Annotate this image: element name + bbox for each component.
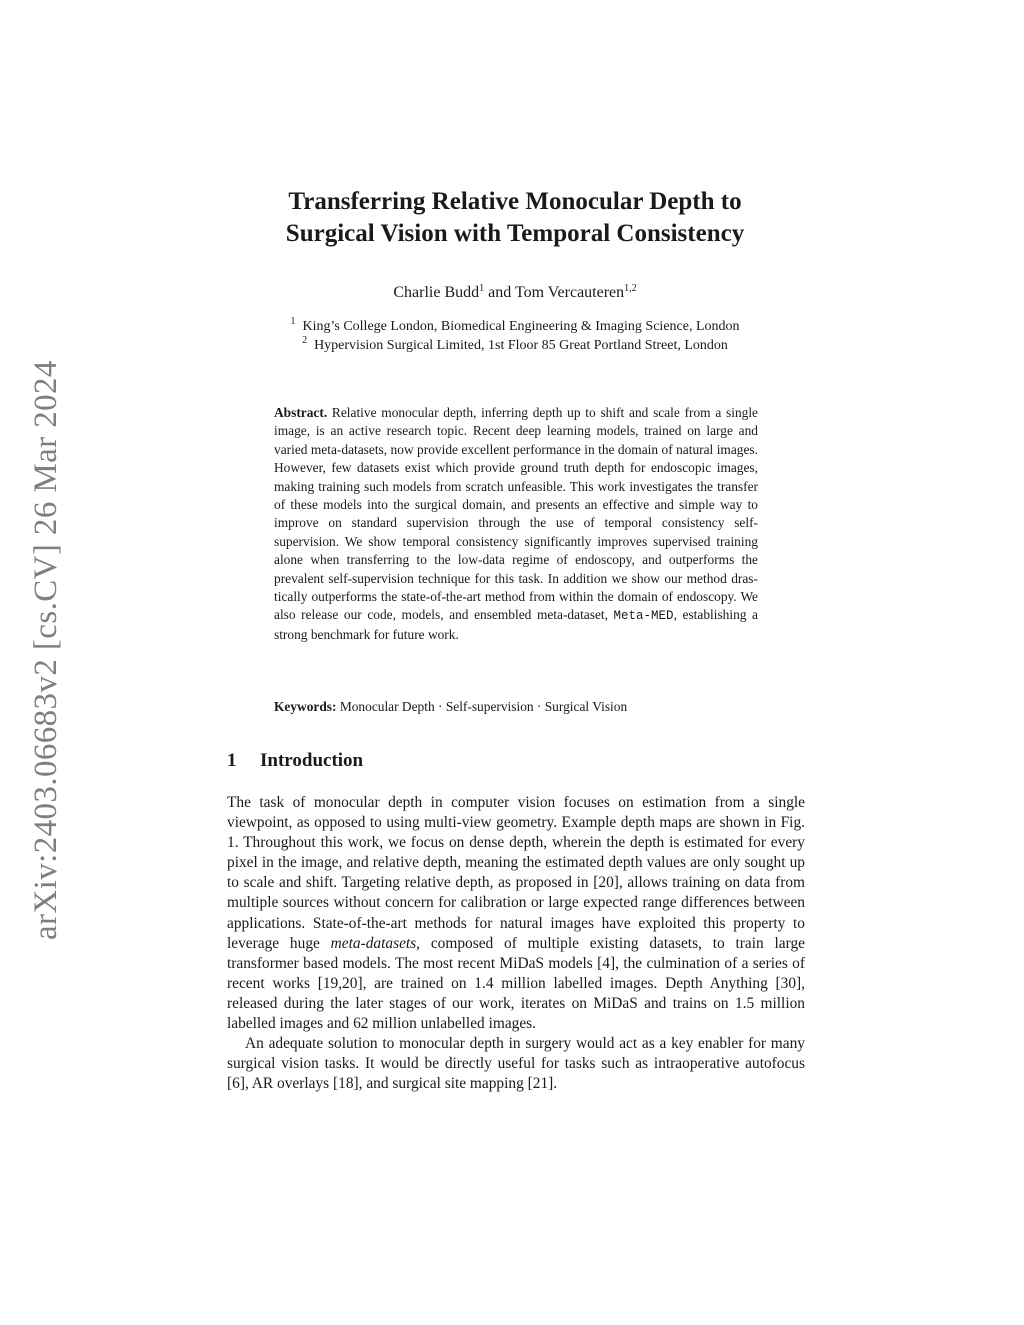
affiliation-marker: 2 xyxy=(302,335,308,346)
paper-title xyxy=(180,186,850,250)
keywords-label: Keywords: xyxy=(274,699,337,714)
abstract xyxy=(274,404,758,644)
dataset-name: Meta-MED xyxy=(613,609,674,624)
paragraph-text: , composed of multiple existing datasets, to train large transformer based models. The most recent MiDaS models [4], the culmination of a series of recent works [19,20], are trained on 1.4 million labelled images. Depth Anything [30], released during the later stages of our work, iterates on MiDaS and trains on 1.5 million labelled images and 62 million unlabelled images. xyxy=(227,934,806,1033)
paragraph: An adequate solution to monocular depth in surgery would act as a key enabler for many surgical vision tasks. It would be directly useful for tasks such as intraoperative autofocus [6], AR overlays [18], and surgical site mapping [21]. xyxy=(227,1035,805,1093)
title-line-1: Transferring Relative Monocular Depth to xyxy=(288,188,742,215)
affiliation-text: King’s College London, Biomedical Engineering & Imaging Science, London xyxy=(302,319,740,334)
affiliation-text: Hypervision Surgical Limited, 1st Floor 85 Great Portland Street, London xyxy=(314,338,728,353)
author-list xyxy=(180,284,850,302)
affiliation-marker: 1 xyxy=(290,316,296,327)
abstract-label: Abstract. xyxy=(274,405,328,420)
affiliation xyxy=(180,316,850,335)
introduction-body xyxy=(227,793,805,1094)
arxiv-identifier: arXiv:2403.06683v2 [cs.CV] 26 Mar 2024 xyxy=(28,360,64,940)
paragraph-text: The task of monocular depth in computer vision focuses on estimation from a single viewpoint, as opposed to using multi-view geometry. Example depth maps are shown in Fig. 1. Throughout this work, we focus on dense depth, wherein the depth is estimated for every pixel in the image, and relative depth, meaning the estimated depth values are only sought up to scale and shift. Targeting relative depth, as proposed in [20], allows training on data from multiple sources without concern for calibration or large expected range differences between applications. State-of-the-art methods for natural images have exploited this property to leverage huge xyxy=(227,794,805,952)
section-title: Introduction xyxy=(260,750,364,771)
keywords xyxy=(274,699,758,715)
title-line-2: Surgical Vision with Temporal Consistency xyxy=(285,220,745,247)
emphasized-term: meta-datasets xyxy=(330,934,417,952)
affiliation-marker: 1,2 xyxy=(624,283,637,294)
author-name: Tom Vercauteren xyxy=(514,284,625,301)
abstract-text: Relative monocular depth, inferring depth up to shift and scale from a single image, is an active research topic. Recent deep learning models, trained on large and varied meta-datasets, now provide excellent performance in the domain of natural images. However, few datasets exist which provide ground truth depth for endoscopic images, making training such models from scratch unfeasible. This work investigates the transfer of these models into the surgical domain, and presents an effective and simple way to improve on standard supervision through the use of temporal consistency self-supervision. We show temporal consistency significantly improves supervised training alone when transferring to the low-data regime of endoscopy, and outperforms the prevalent self-supervision technique for this task. In addition we show our method drastically outperforms the state-of-the-art method from within the domain of endoscopy. We also release our code, models, and ensembled meta-dataset, xyxy=(274,405,758,623)
section-number: 1 xyxy=(227,750,237,771)
abstract-text: , establishing a strong benchmark for future work. xyxy=(274,607,758,642)
author-name: Charlie Budd xyxy=(393,284,480,301)
author-conjunction: and xyxy=(484,284,515,301)
affiliation-marker: 1 xyxy=(479,283,485,294)
affiliation xyxy=(180,335,850,354)
keywords-text: Monocular Depth · Self-supervision · Surgical Vision xyxy=(336,699,628,714)
paragraph xyxy=(227,793,805,1034)
section-heading xyxy=(227,750,363,772)
